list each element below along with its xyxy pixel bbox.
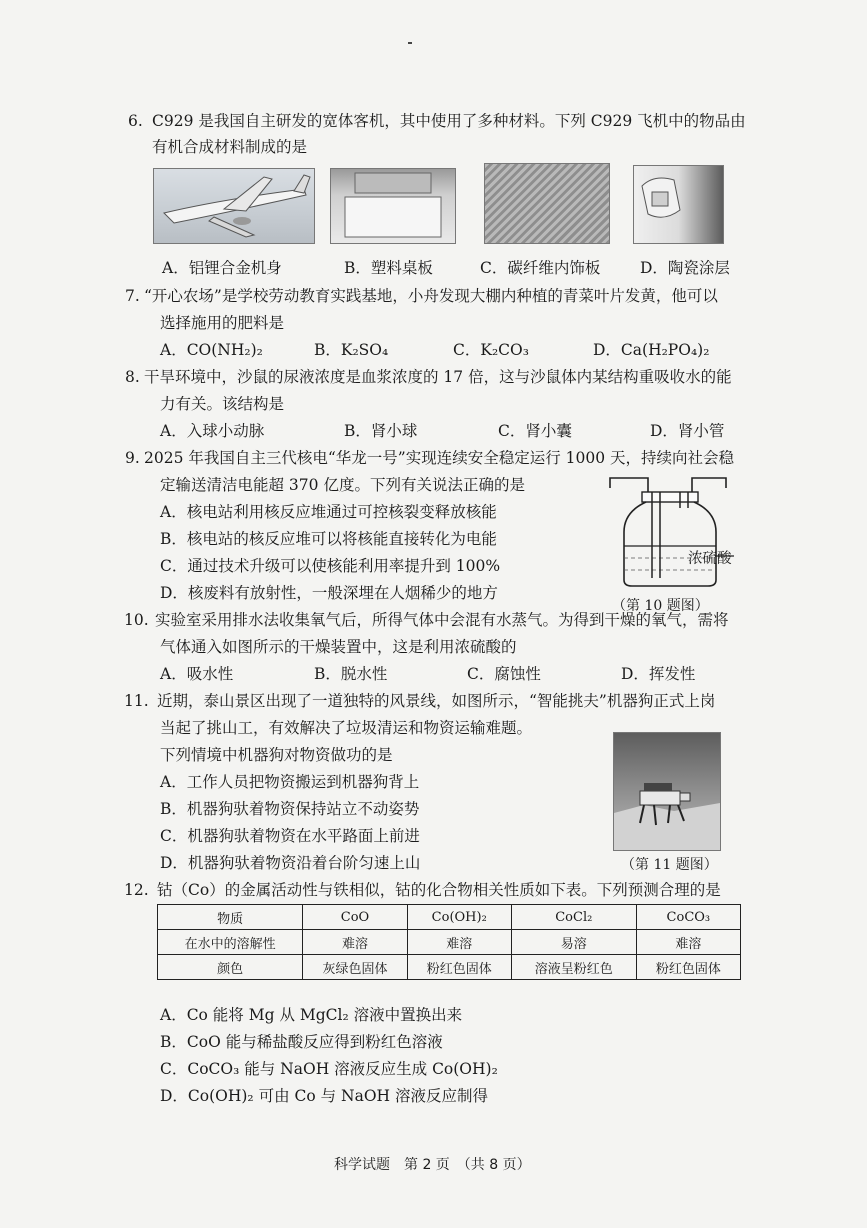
q8-option-d: D．肾小管 xyxy=(650,422,725,440)
q8-stem-line1: 干旱环境中，沙鼠的尿液浓度是血浆浓度的 17 倍，这与沙鼠体内某结构重吸收水的能 xyxy=(144,368,732,386)
q6-stem-line2: 有机合成材料制成的是 xyxy=(152,138,308,156)
q10-option-c: C．腐蚀性 xyxy=(467,665,541,683)
robot-dog-drawing xyxy=(614,733,720,850)
aircraft-photo xyxy=(153,168,315,244)
table-cell: 颜色 xyxy=(158,955,303,980)
ceramic-toilet-photo xyxy=(633,165,724,244)
q8-option-a: A．入球小动脉 xyxy=(160,422,265,440)
q10-option-a: A．吸水性 xyxy=(160,665,234,683)
tray-table-photo xyxy=(330,168,456,244)
q12-option-a: A．Co 能将 Mg 从 MgCl₂ 溶液中置换出来 xyxy=(160,1006,463,1024)
q9-option-d: D．核废料有放射性，一般深埋在人烟稀少的地方 xyxy=(160,584,498,602)
q11-option-c: C．机器狗驮着物资在水平路面上前进 xyxy=(160,827,420,845)
tray-table-drawing xyxy=(331,169,455,243)
table-cell: 粉红色固体 xyxy=(636,955,740,980)
q8-stem-line2: 力有关。该结构是 xyxy=(160,395,285,413)
q11-option-d: D．机器狗驮着物资沿着台阶匀速上山 xyxy=(160,854,421,872)
q12-number: 12. xyxy=(124,881,149,899)
table-row xyxy=(158,955,741,980)
table-cell: CoCO₃ xyxy=(636,905,740,930)
q10-option-b: B．脱水性 xyxy=(314,665,388,683)
drying-apparatus-figure xyxy=(606,470,776,592)
table-cell: 难溶 xyxy=(407,930,511,955)
table-row xyxy=(158,930,741,955)
q8-number: 8. xyxy=(125,368,140,386)
table-cell: CoO xyxy=(303,905,407,930)
q6-option-b: B．塑料桌板 xyxy=(344,259,433,277)
q6-option-a: A．铝锂合金机身 xyxy=(162,259,282,277)
q10-stem-line2: 气体通入如图所示的干燥装置中，这是利用浓硫酸的 xyxy=(160,638,517,656)
q11-number: 11. xyxy=(124,692,149,710)
q11-stem-line1: 近期，泰山景区出现了一道独特的风景线，如图所示，“智能挑夫”机器狗正式上岗 xyxy=(157,692,716,710)
table-cell: 难溶 xyxy=(303,930,407,955)
q9-option-b: B．核电站的核反应堆可以将核能直接转化为电能 xyxy=(160,530,497,548)
q12-option-b: B．CoO 能与稀盐酸反应得到粉红色溶液 xyxy=(160,1033,443,1051)
cobalt-properties-table xyxy=(157,904,741,980)
q7-option-d: D．Ca(H₂PO₄)₂ xyxy=(593,341,710,359)
q6-option-d: D．陶瓷涂层 xyxy=(640,259,730,277)
table-cell: 易溶 xyxy=(511,930,636,955)
q7-option-c: C．K₂CO₃ xyxy=(453,341,529,359)
page-mark xyxy=(408,42,412,44)
table-cell: 物质 xyxy=(158,905,303,930)
sulfuric-acid-label: 浓硫酸 xyxy=(688,551,732,567)
q7-stem-line2: 选择施用的肥料是 xyxy=(160,314,285,332)
q6-stem-line1: C929 是我国自主研发的宽体客机，其中使用了多种材料。下列 C929 飞机中的物品由 xyxy=(152,112,746,130)
q7-stem-line1: “开心农场”是学校劳动教育实践基地，小舟发现大棚内种植的青菜叶片发黄，他可以 xyxy=(144,287,718,305)
q9-stem-line1: 2025 年我国自主三代核电“华龙一号”实现连续安全稳定运行 1000 天，持续向社会稳 xyxy=(144,449,735,467)
table-header-row xyxy=(158,905,741,930)
q7-option-b: B．K₂SO₄ xyxy=(314,341,389,359)
q9-option-c: C．通过技术升级可以使核能利用率提升到 100% xyxy=(160,557,501,575)
q9-stem-line2: 定输送清洁电能超 370 亿度。下列有关说法正确的是 xyxy=(160,476,525,494)
table-cell: 在水中的溶解性 xyxy=(158,930,303,955)
ceramic-toilet-drawing xyxy=(634,166,723,243)
q9-number: 9. xyxy=(125,449,140,467)
q11-option-a: A．工作人员把物资搬运到机器狗背上 xyxy=(160,773,420,791)
carbon-fiber-photo xyxy=(484,163,610,244)
q8-option-b: B．肾小球 xyxy=(344,422,418,440)
robot-dog-photo xyxy=(613,732,721,851)
q11-stem-line3: 下列情境中机器狗对物资做功的是 xyxy=(160,746,393,764)
q7-option-a: A．CO(NH₂)₂ xyxy=(160,341,263,359)
q12-option-c: C．CoCO₃ 能与 NaOH 溶液反应生成 Co(OH)₂ xyxy=(160,1060,498,1078)
table-cell: 灰绿色固体 xyxy=(303,955,407,980)
figure-10-caption: （第 10 题图） xyxy=(612,598,709,614)
aircraft-drawing xyxy=(154,169,314,243)
table-cell: 溶液呈粉红色 xyxy=(511,955,636,980)
q10-number: 10. xyxy=(124,611,149,629)
q8-option-c: C．肾小囊 xyxy=(498,422,572,440)
q11-stem-line2: 当起了挑山工，有效解决了垃圾清运和物资运输难题。 xyxy=(160,719,533,737)
q6-option-c: C．碳纤维内饰板 xyxy=(480,259,601,277)
page-footer: 科学试题 第 2 页 （共 8 页） xyxy=(334,1157,531,1173)
table-cell: Co(OH)₂ xyxy=(407,905,511,930)
q12-option-d: D．Co(OH)₂ 可由 Co 与 NaOH 溶液反应制得 xyxy=(160,1087,489,1105)
table-cell: 难溶 xyxy=(636,930,740,955)
table-cell: CoCl₂ xyxy=(511,905,636,930)
figure-11-caption: （第 11 题图） xyxy=(621,857,718,873)
q12-stem-line1: 钴（Co）的金属活动性与铁相似，钴的化合物相关性质如下表。下列预测合理的是 xyxy=(157,881,721,899)
table-cell: 粉红色固体 xyxy=(407,955,511,980)
q11-option-b: B．机器狗驮着物资保持站立不动姿势 xyxy=(160,800,420,818)
q10-stem-line1: 实验室采用排水法收集氧气后，所得气体中会混有水蒸气。为得到干燥的氧气，需将 xyxy=(155,611,729,629)
q7-number: 7. xyxy=(125,287,140,305)
q10-option-d: D．挥发性 xyxy=(621,665,696,683)
q9-option-a: A．核电站利用核反应堆通过可控核裂变释放核能 xyxy=(160,503,497,521)
q6-number: 6. xyxy=(128,112,143,130)
